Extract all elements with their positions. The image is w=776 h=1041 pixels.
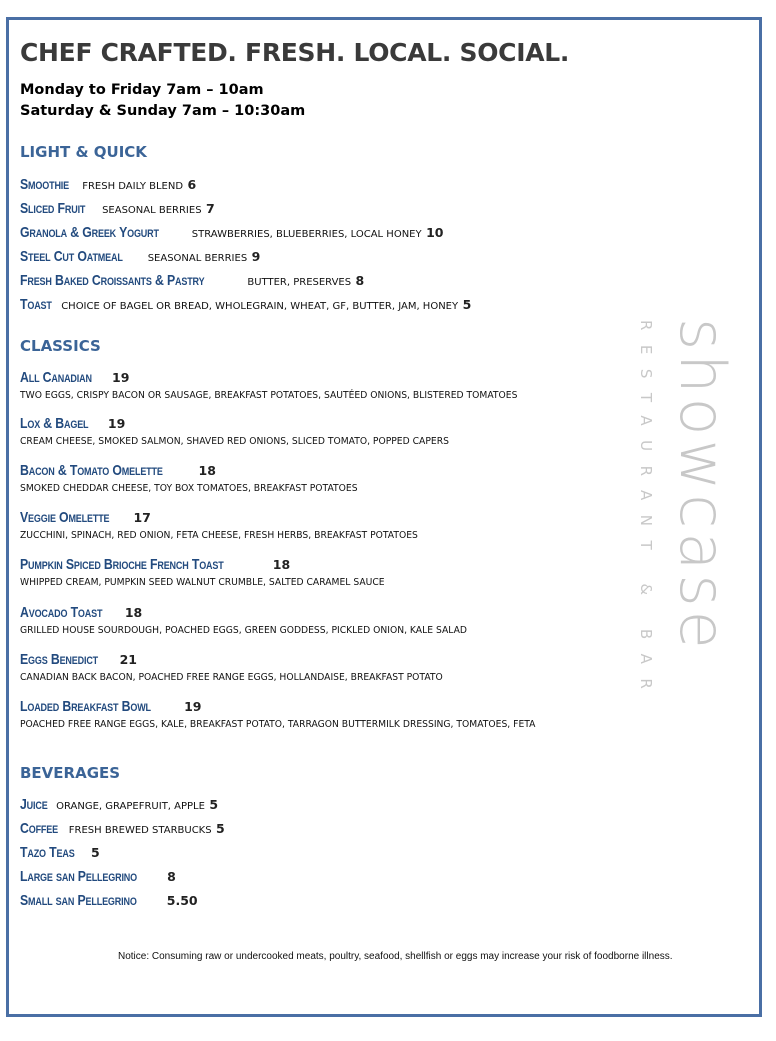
- menu-item-french-toast: [20, 556, 290, 574]
- item-name: Smoothie: [20, 176, 69, 193]
- menu-item-large-pellegrino: [20, 868, 176, 886]
- food-safety-notice: Notice: Consuming raw or undercooked meats, poultry, seafood, shellfish or eggs may increase your risk of foodborne illness.: [118, 951, 673, 962]
- item-name: Coffee: [20, 820, 58, 837]
- menu-item-tazo-teas: [20, 844, 100, 862]
- item-name: Avocado Toast: [20, 604, 103, 621]
- item-desc: BUTTER, PRESERVES: [247, 277, 352, 288]
- item-name: All Canadian: [20, 369, 92, 386]
- item-desc-avocado-toast: GRILLED HOUSE SOURDOUGH, POACHED EGGS, GREEN GODDESS, PICKLED ONION, KALE SALAD: [20, 625, 467, 636]
- menu-item-lox-bagel: [20, 415, 125, 433]
- item-name: Veggie Omelette: [20, 509, 110, 526]
- menu-item-all-canadian: [20, 369, 129, 387]
- menu-item-veggie-omelette: [20, 509, 151, 527]
- section-title-classics: CLASSICS: [20, 337, 101, 355]
- item-name: Granola & Greek Yogurt: [20, 224, 159, 241]
- item-name: Pumpkin Spiced Brioche French Toast: [20, 556, 224, 573]
- item-desc-veggie-omelette: ZUCCHINI, SPINACH, RED ONION, FETA CHEESE, FRESH HERBS, BREAKFAST POTATOES: [20, 530, 418, 541]
- menu-item-smoothie: [20, 176, 196, 194]
- menu-item-breakfast-bowl: [20, 698, 202, 716]
- section-title-light-quick: LIGHT & QUICK: [20, 143, 147, 161]
- opening-hours: [20, 80, 305, 122]
- item-name: Bacon & Tomato Omelette: [20, 462, 163, 479]
- item-desc-lox-bagel: CREAM CHEESE, SMOKED SALMON, SHAVED RED ONIONS, SLICED TOMATO, POPPED CAPERS: [20, 436, 449, 447]
- menu-item-croissants: [20, 272, 364, 290]
- hours-weekend: Saturday & Sunday 7am – 10:30am: [20, 103, 306, 119]
- item-name: Fresh Baked Croissants & Pastry: [20, 272, 205, 289]
- item-price: 19: [107, 416, 126, 431]
- item-price: 18: [272, 557, 291, 572]
- item-name: Juice: [20, 796, 48, 813]
- item-name: Lox & Bagel: [20, 415, 89, 432]
- item-name: Tazo Teas: [20, 844, 75, 861]
- item-name: Toast: [20, 296, 52, 313]
- item-price: 18: [124, 605, 143, 620]
- item-desc-eggs-benedict: CANADIAN BACK BACON, POACHED FREE RANGE EGGS, HOLLANDAISE, BREAKFAST POTATO: [20, 672, 443, 683]
- menu-item-avocado-toast: [20, 604, 142, 622]
- menu-item-eggs-benedict: [20, 651, 137, 669]
- item-price: 6: [187, 177, 197, 192]
- item-price: 19: [112, 370, 130, 385]
- item-desc: SEASONAL BERRIES: [102, 205, 202, 216]
- item-desc-breakfast-bowl: POACHED FREE RANGE EGGS, KALE, BREAKFAST POTATO, TARRAGON BUTTERMILK DRESSING, TOMATOES, FETA: [20, 719, 536, 730]
- item-price: 10: [426, 225, 444, 240]
- item-price: 19: [184, 699, 202, 714]
- brand-watermark: [630, 318, 740, 748]
- item-desc: ORANGE, GRAPEFRUIT, APPLE: [56, 801, 205, 812]
- menu-item-granola: [20, 224, 443, 242]
- item-name: Loaded Breakfast Bowl: [20, 698, 151, 715]
- item-desc: STRAWBERRIES, BLUEBERRIES, LOCAL HONEY: [191, 229, 422, 240]
- menu-item-toast: [20, 296, 471, 314]
- item-name: Large san Pellegrino: [20, 868, 138, 885]
- menu-item-coffee: [20, 820, 225, 838]
- brand-tagline: RESTAURANT & BAR: [637, 320, 655, 704]
- item-price: 5: [216, 821, 225, 836]
- item-name: Sliced Fruit: [20, 200, 86, 217]
- item-price: 5: [209, 797, 219, 812]
- item-name: Small san Pellegrino: [20, 892, 137, 909]
- page-headline: CHEF CRAFTED. FRESH. LOCAL. SOCIAL.: [20, 38, 570, 67]
- item-price: 18: [198, 463, 216, 478]
- item-desc: SEASONAL BERRIES: [147, 253, 248, 264]
- item-price: 8: [355, 273, 365, 288]
- item-desc: FRESH DAILY BLEND: [82, 181, 184, 192]
- menu-item-oatmeal: [20, 248, 260, 266]
- menu-item-bacon-omelette: [20, 462, 216, 480]
- item-price: 7: [206, 201, 215, 216]
- item-price: 8: [167, 869, 176, 884]
- brand-logo-text: showcase: [666, 318, 739, 653]
- item-price: 17: [133, 510, 151, 525]
- item-price: 5.50: [166, 893, 198, 908]
- item-price: 21: [119, 652, 137, 667]
- item-desc-bacon-omelette: SMOKED CHEDDAR CHEESE, TOY BOX TOMATOES, BREAKFAST POTATOES: [20, 483, 358, 494]
- item-price: 5: [90, 845, 100, 860]
- item-price: 5: [462, 297, 472, 312]
- item-price: 9: [251, 249, 261, 264]
- item-name: Steel Cut Oatmeal: [20, 248, 123, 265]
- menu-item-sliced-fruit: [20, 200, 215, 218]
- item-desc-all-canadian: TWO EGGS, CRISPY BACON OR SAUSAGE, BREAKFAST POTATOES, SAUTÉED ONIONS, BLISTERED TOMATOES: [20, 390, 518, 401]
- item-desc: CHOICE OF BAGEL OR BREAD, WHOLEGRAIN, WHEAT, GF, BUTTER, JAM, HONEY: [61, 301, 459, 312]
- section-title-beverages: BEVERAGES: [20, 764, 121, 782]
- item-name: Eggs Benedict: [20, 651, 99, 668]
- menu-item-juice: [20, 796, 218, 814]
- item-desc: FRESH BREWED STARBUCKS: [68, 825, 212, 836]
- hours-weekday: Monday to Friday 7am – 10am: [20, 82, 264, 98]
- menu-item-small-pellegrino: [20, 892, 198, 910]
- item-desc-french-toast: WHIPPED CREAM, PUMPKIN SEED WALNUT CRUMBLE, SALTED CARAMEL SAUCE: [20, 577, 385, 588]
